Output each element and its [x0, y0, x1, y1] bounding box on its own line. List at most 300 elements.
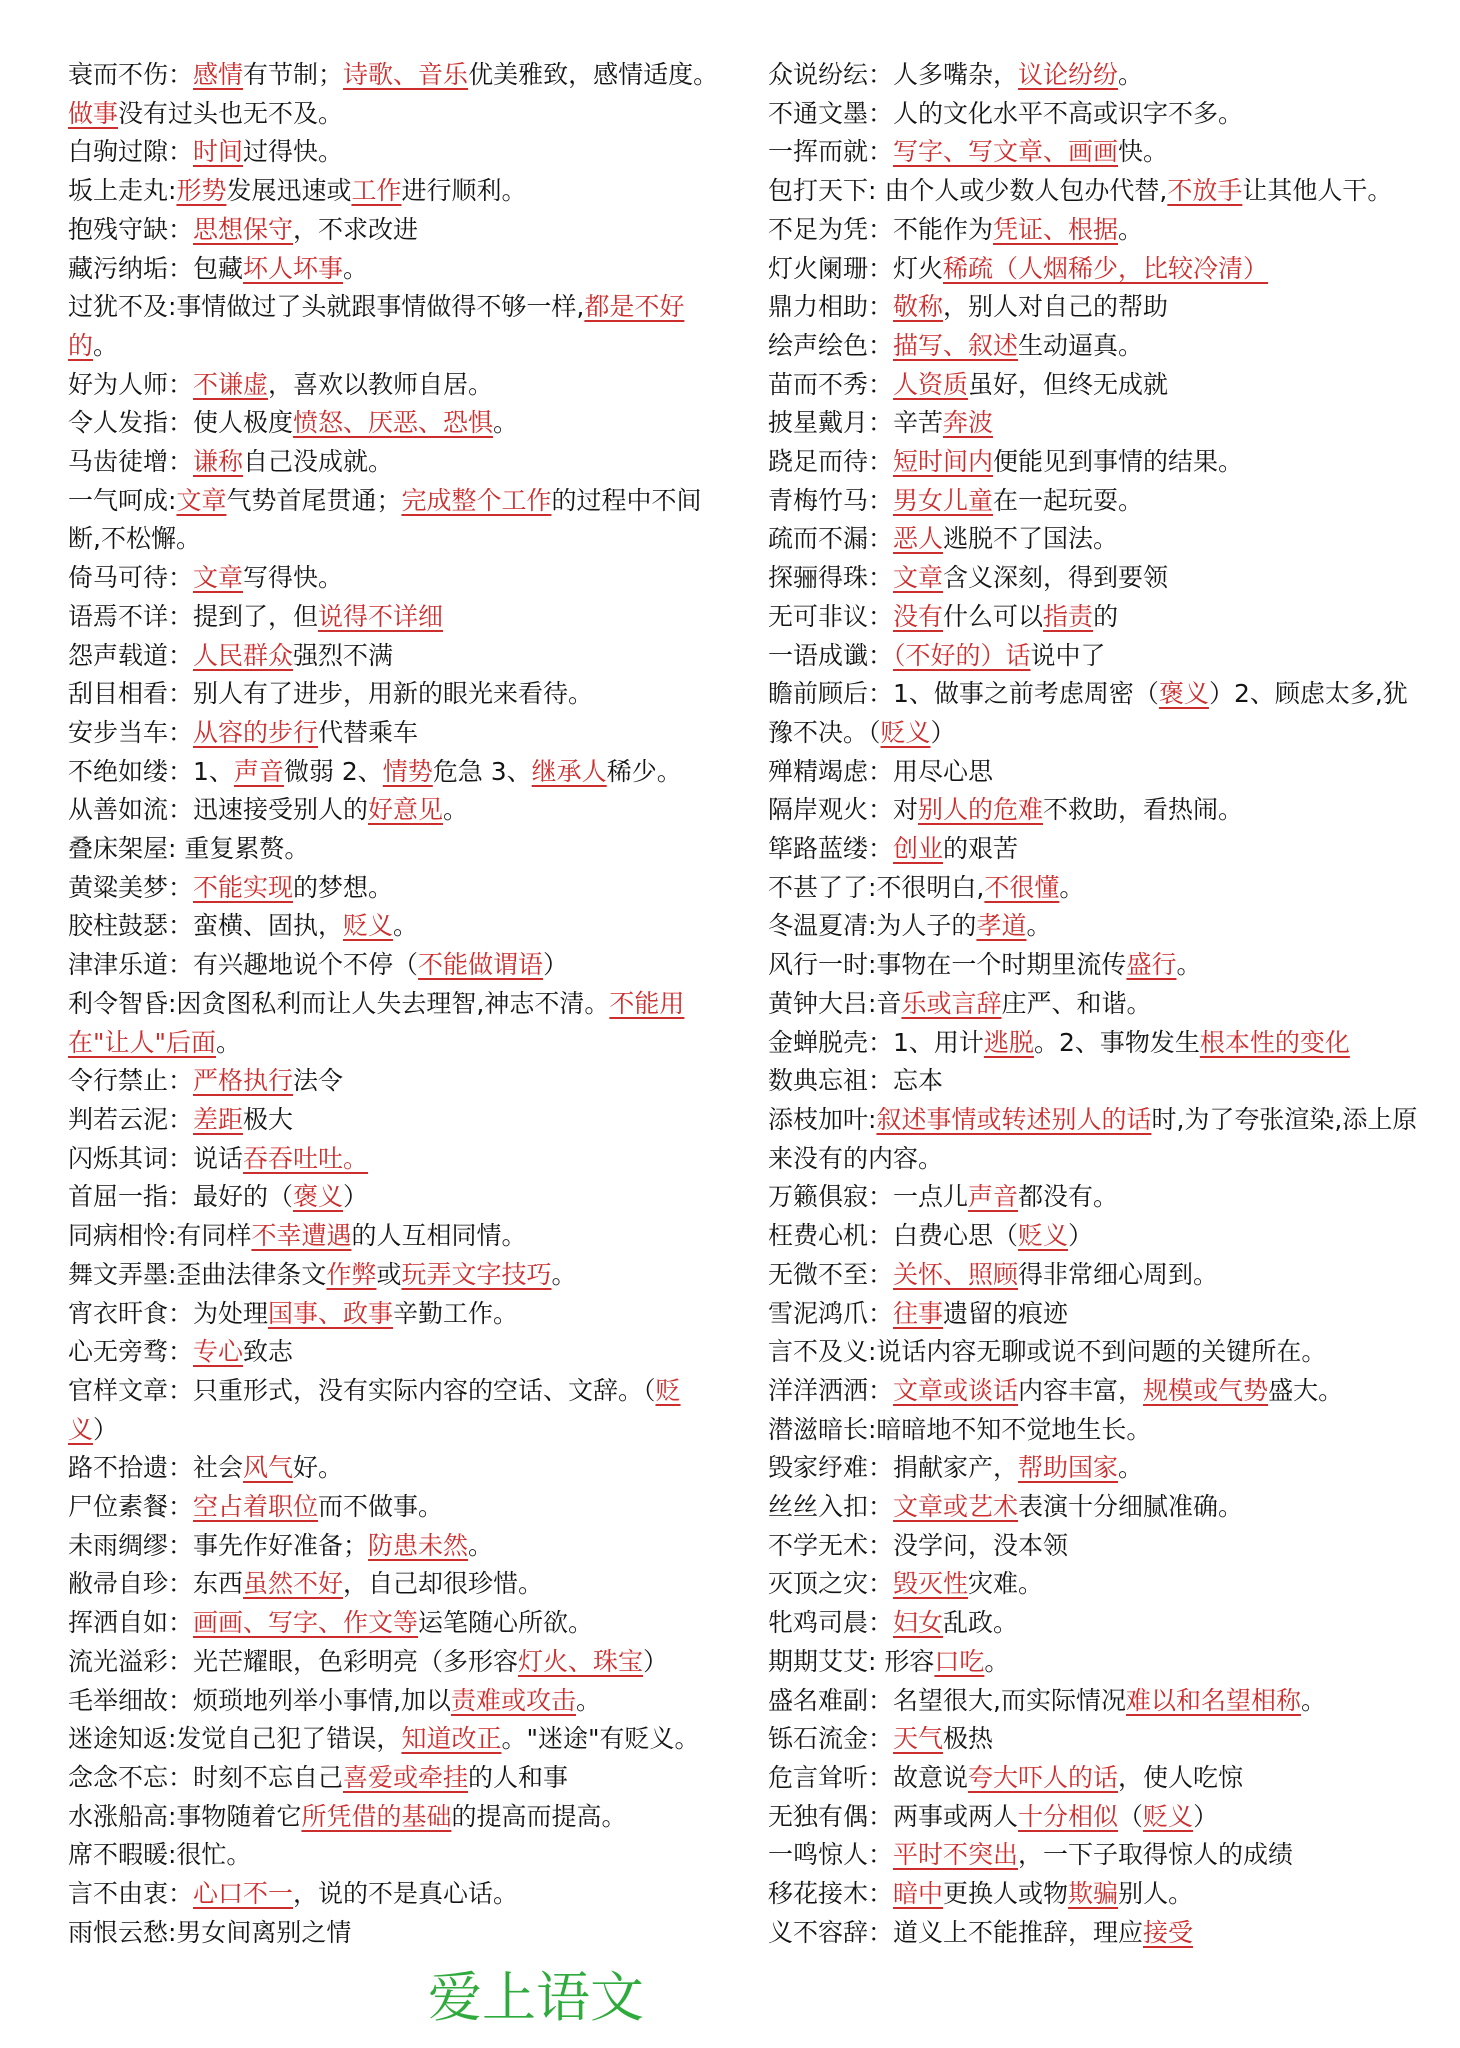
highlighted-meaning: 国事、政事 — [268, 1298, 394, 1328]
idiom-entry — [768, 288, 1418, 327]
entry-text: 一语成谶： — [768, 640, 894, 670]
entry-text: 极大 — [243, 1104, 294, 1134]
highlighted-meaning: 作弊 — [326, 1259, 377, 1289]
entry-text: 盛名难副：名望很大,而实际情况 — [768, 1685, 1126, 1715]
highlighted-meaning: 褒义 — [1158, 679, 1209, 709]
highlighted-meaning: 从容的步行 — [193, 717, 319, 747]
idiom-entry — [768, 598, 1418, 637]
entry-text: 迷途知返:发觉自己犯了错误， — [68, 1724, 402, 1754]
entry-text: 危急 3、 — [432, 756, 532, 786]
entry-text: 一挥而就： — [768, 137, 894, 167]
highlighted-meaning: 谦称 — [193, 447, 244, 477]
entry-text: ，说的不是真心话。 — [293, 1879, 519, 1909]
entry-text: 舞文弄墨:歪曲法律条文 — [68, 1259, 327, 1289]
entry-text: 。 — [393, 911, 419, 941]
entry-text: 丝丝入扣： — [768, 1492, 894, 1522]
idiom-entry — [68, 211, 724, 250]
idiom-entry — [768, 1295, 1418, 1334]
idiom-entry — [768, 1643, 1418, 1682]
entry-text: 盛大。 — [1268, 1375, 1344, 1405]
highlighted-meaning: 都是不好的 — [68, 292, 685, 360]
idiom-entry — [768, 1488, 1418, 1527]
entry-text: 牝鸡司晨： — [768, 1608, 894, 1638]
entry-text: 。 — [1059, 872, 1085, 902]
entry-text: 优美雅致，感情适度。 — [468, 60, 719, 89]
entry-text: 便能见到事情的结果。 — [993, 447, 1244, 477]
entry-text: ，一下子取得惊人的成绩 — [1018, 1840, 1294, 1870]
highlighted-meaning: 文章或谈话 — [893, 1375, 1019, 1405]
entry-text: 倚马可待： — [68, 563, 194, 593]
highlighted-meaning: 专心 — [193, 1337, 244, 1367]
highlighted-meaning: 不能实现 — [193, 872, 294, 902]
highlighted-meaning: 指责 — [1043, 601, 1094, 631]
entry-text: 生动逼真。 — [1018, 330, 1144, 360]
highlighted-meaning: 继承人 — [531, 756, 607, 786]
idiom-entry — [768, 946, 1418, 985]
idiom-entry — [768, 1449, 1418, 1488]
entry-text: 稀少。 — [606, 756, 682, 786]
entry-text: 移花接木： — [768, 1879, 894, 1909]
entry-text: 。 — [1118, 1453, 1144, 1483]
idiom-entry — [768, 869, 1418, 908]
entry-text: 的 — [1093, 601, 1119, 631]
entry-text: 快。 — [1118, 137, 1169, 167]
entry-text: 隔岸观火：对 — [768, 795, 919, 825]
idiom-entry — [68, 366, 724, 405]
entry-text: 一气呵成: — [68, 485, 177, 515]
entry-text: 疏而不漏： — [768, 524, 894, 554]
entry-text: 的过程中不间断,不松懈。 — [68, 485, 702, 554]
highlighted-meaning: 规模或气势 — [1143, 1375, 1269, 1405]
highlighted-meaning: 责难或攻击 — [450, 1685, 576, 1715]
idiom-entry — [768, 366, 1418, 405]
entry-text: 代替乘车 — [318, 717, 419, 747]
entry-text: ） — [1068, 1221, 1094, 1251]
entry-text: 青梅竹马： — [768, 485, 894, 515]
highlighted-meaning: 贬义 — [343, 911, 394, 941]
entry-text: 利令智昏:因贪图私利而让人失去理智,神志不清。 — [68, 988, 610, 1018]
highlighted-meaning: 恶人 — [893, 524, 944, 554]
entry-text: ，自己却很珍惜。 — [343, 1569, 544, 1599]
entry-text: 黄钟大吕:音 — [768, 988, 902, 1018]
idiom-entry — [68, 1488, 724, 1527]
entry-text: 无微不至： — [768, 1259, 894, 1289]
entry-text: 令人发指：使人极度 — [68, 408, 294, 438]
entry-text: 不甚了了:不很明白, — [768, 872, 985, 902]
entry-text: 。 — [551, 1259, 577, 1289]
highlighted-meaning: 严格执行 — [193, 1066, 294, 1096]
entry-text: ） — [93, 1414, 119, 1444]
highlighted-meaning: 文章 — [893, 563, 944, 593]
idiom-entry — [68, 946, 724, 985]
idiom-entry — [768, 791, 1418, 830]
entry-text: 枉费心机：白费心思（ — [768, 1221, 1019, 1251]
entry-text: 乱政。 — [943, 1608, 1019, 1638]
entry-text: 的人和事 — [468, 1762, 569, 1792]
highlighted-meaning: 往事 — [893, 1298, 944, 1328]
entry-text: 强烈不满 — [293, 640, 394, 670]
highlighted-meaning: 贬义 — [68, 1375, 681, 1444]
highlighted-meaning: （不好的）话 — [893, 640, 1031, 670]
highlighted-meaning: 逃脱 — [983, 1027, 1034, 1057]
idiom-entry — [68, 598, 724, 637]
highlighted-meaning: 不放手 — [1167, 176, 1243, 206]
entry-text: 言不由衷： — [68, 1879, 194, 1909]
idiom-entry — [768, 1217, 1418, 1256]
highlighted-meaning: 玩弄文字技巧 — [401, 1259, 552, 1289]
entry-text: ，不求改进 — [293, 214, 419, 244]
entry-text: 。 — [343, 253, 369, 283]
entry-text: 的梦想。 — [293, 872, 394, 902]
right-column — [768, 56, 1418, 1952]
idiom-entry — [768, 1759, 1418, 1798]
highlighted-meaning: 男女儿童 — [893, 485, 994, 515]
highlighted-meaning: 防患未然 — [368, 1530, 469, 1560]
idiom-entry — [768, 907, 1418, 946]
highlighted-meaning: 不很懂 — [984, 872, 1060, 902]
entry-text: 内容丰富， — [1018, 1375, 1144, 1405]
entry-text: 席不暇暖:很忙。 — [68, 1840, 252, 1870]
entry-text: 毛举细故：烦琐地列举小事情,加以 — [68, 1685, 451, 1715]
idiom-entry — [768, 675, 1418, 752]
idiom-entry — [68, 1565, 724, 1604]
highlighted-meaning: 敬称 — [893, 292, 944, 322]
idiom-entry — [68, 1798, 724, 1837]
idiom-entry — [768, 56, 1418, 95]
entry-text: 念念不忘：时刻不忘自己 — [68, 1762, 344, 1792]
entry-text: 官样文章：只重形式，没有实际内容的空话、文辞。（ — [68, 1375, 656, 1405]
entry-text: ，喜欢以教师自居。 — [268, 369, 494, 399]
highlighted-meaning: 根本性的变化 — [1199, 1027, 1350, 1057]
entry-text: 。 — [1300, 1685, 1326, 1715]
entry-text: 致志 — [243, 1337, 294, 1367]
entry-text: 不救助，看热闹。 — [1043, 795, 1244, 825]
entry-text: 水涨船高:事物随着它 — [68, 1801, 302, 1831]
idiom-entry — [68, 1333, 724, 1372]
highlighted-meaning: 贬义 — [1143, 1801, 1194, 1831]
idiom-entry — [768, 1875, 1418, 1914]
highlighted-meaning: 短时间内 — [893, 447, 994, 477]
entry-text: 闪烁其词：说话 — [68, 1143, 244, 1173]
highlighted-meaning: 不能做谓语 — [418, 950, 544, 980]
watermark-logo: 爱上语文 — [428, 1966, 644, 2029]
highlighted-meaning: 凭证、根据 — [993, 214, 1119, 244]
idiom-entry — [68, 1914, 724, 1953]
entry-text: 挥洒自如： — [68, 1608, 194, 1638]
idiom-entry — [68, 1682, 724, 1721]
idiom-entry — [68, 869, 724, 908]
highlighted-meaning: 贬义 — [1018, 1221, 1069, 1251]
idiom-entry — [68, 1604, 724, 1643]
entry-text: 都没有。 — [1018, 1182, 1119, 1212]
entry-text: ） — [1193, 1801, 1219, 1831]
entry-text: 。 — [1026, 911, 1052, 941]
highlighted-meaning: 写字、写文章、画画 — [893, 137, 1119, 167]
entry-text: 过犹不及:事情做过了头就跟事情做得不够一样, — [68, 292, 585, 322]
entry-text: 安步当车： — [68, 717, 194, 747]
entry-text: 。 — [468, 1530, 494, 1560]
idiom-entry — [68, 1527, 724, 1566]
highlighted-meaning: 风气 — [243, 1453, 294, 1483]
entry-text: 得非常细心周到。 — [1018, 1259, 1219, 1289]
highlighted-meaning: 乐或言辞 — [901, 988, 1002, 1018]
entry-text: 苗而不秀： — [768, 369, 894, 399]
entry-text: 从善如流：迅速接受别人的 — [68, 795, 369, 825]
entry-text: 坂上走丸: — [68, 176, 177, 206]
entry-text: （ — [1118, 1801, 1144, 1831]
entry-text: 的提高而提高。 — [451, 1801, 627, 1831]
highlighted-meaning: 人民群众 — [193, 640, 294, 670]
idiom-entry — [68, 714, 724, 753]
idiom-entry — [768, 559, 1418, 598]
idiom-entry — [68, 559, 724, 598]
idiom-entry — [68, 1836, 724, 1875]
left-column — [68, 56, 724, 1952]
idiom-entry — [768, 1798, 1418, 1837]
highlighted-meaning: 感情 — [193, 60, 244, 89]
highlighted-meaning: 平时不突出 — [893, 1840, 1019, 1870]
entry-text: 流光溢彩：光芒耀眼，色彩明亮（多形容 — [68, 1646, 519, 1676]
entry-text: 披星戴月：辛苦 — [768, 408, 944, 438]
idiom-entry — [68, 1372, 724, 1449]
highlighted-meaning: 时间 — [193, 137, 244, 167]
entry-text: 或 — [376, 1259, 402, 1289]
highlighted-meaning: 不幸遭遇 — [251, 1221, 352, 1251]
idiom-entry — [68, 1256, 724, 1295]
entry-text: 言不及义:说话内容无聊或说不到问题的关键所在。 — [768, 1337, 1327, 1367]
highlighted-meaning: 贬义 — [880, 717, 931, 747]
entry-text: 毁家纾难：捐献家产， — [768, 1453, 1019, 1483]
highlighted-meaning: 所凭借的基础 — [301, 1801, 452, 1831]
highlighted-meaning: 完成整个工作 — [401, 485, 552, 515]
entry-text: 。 — [216, 1027, 242, 1057]
entry-text: 庄严、和谐。 — [1001, 988, 1152, 1018]
highlighted-meaning: 口吃 — [934, 1646, 985, 1676]
highlighted-meaning: 不谦虚 — [193, 369, 269, 399]
entry-text: 尸位素餐： — [68, 1492, 194, 1522]
entry-text: 的人互相同情。 — [351, 1221, 527, 1251]
entry-text: 雪泥鸿爪： — [768, 1298, 894, 1328]
entry-text: 雨恨云愁:男女间离别之情 — [68, 1917, 352, 1947]
highlighted-meaning: 稀疏（人烟稀少，比较冷清） — [943, 253, 1269, 283]
idiom-entry — [768, 1024, 1418, 1063]
highlighted-meaning: 别人的危难 — [918, 795, 1044, 825]
entry-text: 白驹过隙： — [68, 137, 194, 167]
entry-text: 进行顺利。 — [401, 176, 527, 206]
highlighted-meaning: 妇女 — [893, 1608, 944, 1638]
entry-text: 铄石流金： — [768, 1724, 894, 1754]
entry-text: 宵衣旰食：为处理 — [68, 1298, 269, 1328]
entry-text: 时,为了夸张渲染,添上原来没有的内容。 — [768, 1104, 1418, 1173]
entry-text: 别人。 — [1118, 1879, 1194, 1909]
entry-text: 运笔随心所欲。 — [418, 1608, 594, 1638]
entry-text: 语焉不详：提到了，但 — [68, 601, 319, 631]
entry-text: 灾难。 — [968, 1569, 1044, 1599]
idiom-entry — [68, 1062, 724, 1101]
idiom-entry — [768, 1682, 1418, 1721]
entry-text: 的艰苦 — [943, 834, 1019, 864]
entry-text: 黄粱美梦： — [68, 872, 194, 902]
idiom-entry — [768, 250, 1418, 289]
idiom-entry — [768, 1914, 1418, 1953]
idiom-entry — [68, 1875, 724, 1914]
entry-text: 殚精竭虑：用尽心思 — [768, 756, 994, 786]
highlighted-meaning: 盛行 — [1126, 950, 1177, 980]
entry-text: 冬温夏凊:为人子的 — [768, 911, 977, 941]
idiom-entry — [68, 56, 724, 133]
entry-text: 法令 — [293, 1066, 344, 1096]
idiom-entry — [68, 791, 724, 830]
entry-text: 万籁俱寂：一点儿 — [768, 1182, 969, 1212]
entry-text: 不足为凭：不能作为 — [768, 214, 994, 244]
idiom-entry — [768, 172, 1418, 211]
highlighted-meaning: 思想保守 — [193, 214, 294, 244]
idiom-entry — [768, 482, 1418, 521]
entry-text: 。"迷途"有贬义。 — [501, 1724, 700, 1754]
entry-text: 判若云泥： — [68, 1104, 194, 1134]
idiom-entry — [768, 404, 1418, 443]
entry-text: 没有过头也无不及。 — [118, 98, 344, 128]
entry-text: 好。 — [293, 1453, 344, 1483]
entry-text: 首屈一指：最好的（ — [68, 1182, 294, 1212]
highlighted-meaning: 帮助国家 — [1018, 1453, 1119, 1483]
entry-text: 津津乐道：有兴趣地说个不停（ — [68, 950, 419, 980]
entry-text: 藏污纳垢：包藏 — [68, 253, 244, 283]
highlighted-meaning: 文章 — [193, 563, 244, 593]
idiom-entry — [68, 985, 724, 1062]
idiom-entry — [768, 753, 1418, 792]
highlighted-meaning: 叙述事情或转述别人的话 — [876, 1104, 1152, 1134]
entry-text: 说中了 — [1030, 640, 1106, 670]
highlighted-meaning: 工作 — [351, 176, 402, 206]
highlighted-meaning: 文章或艺术 — [893, 1492, 1019, 1522]
idiom-entry — [768, 637, 1418, 676]
entry-text: ） — [643, 1646, 669, 1676]
highlighted-meaning: 声音 — [233, 756, 284, 786]
highlighted-meaning: 接受 — [1143, 1917, 1194, 1947]
highlighted-meaning: 不能用在"让人"后面 — [68, 988, 685, 1057]
entry-text: 。 — [493, 408, 519, 438]
highlighted-meaning: 诗歌、音乐 — [343, 60, 469, 89]
highlighted-meaning: 吞吞吐吐。 — [243, 1143, 369, 1173]
idiom-entry — [768, 1411, 1418, 1450]
idiom-entry — [68, 753, 724, 792]
idiom-entry — [768, 443, 1418, 482]
entry-text: 刮目相看：别人有了进步，用新的眼光来看待。 — [68, 679, 594, 709]
entry-text: 探骊得珠： — [768, 563, 894, 593]
highlighted-meaning: 坏人坏事 — [243, 253, 344, 283]
entry-text: 。2、事物发生 — [1033, 1027, 1200, 1057]
entry-text: 衰而不伤： — [68, 60, 194, 89]
entry-text: ） — [543, 950, 569, 980]
idiom-entry — [68, 830, 724, 869]
entry-text: ）2、顾虑太多,犹豫不决。（ — [768, 679, 1408, 747]
idiom-entry — [768, 1372, 1418, 1411]
highlighted-meaning: 关怀、照顾 — [893, 1259, 1019, 1289]
entry-text: 。 — [93, 330, 119, 360]
idiom-entry — [768, 1720, 1418, 1759]
entry-text: 无可非议： — [768, 601, 894, 631]
highlighted-meaning: 画画、写字、作文等 — [193, 1608, 419, 1638]
highlighted-meaning: 描写、叙述 — [893, 330, 1019, 360]
idiom-entry — [68, 907, 724, 946]
entry-text: 不学无术：没学问，没本领 — [768, 1530, 1069, 1560]
highlighted-meaning: 暗中 — [893, 1879, 944, 1909]
highlighted-meaning: 文章 — [176, 485, 227, 515]
idiom-entry — [68, 288, 724, 365]
entry-text: 让其他人干。 — [1242, 176, 1393, 206]
idiom-entry — [768, 1604, 1418, 1643]
entry-text: 灯火阑珊：灯火 — [768, 253, 944, 283]
entry-text: 自己没成就。 — [243, 447, 394, 477]
entry-text: 。 — [443, 795, 469, 825]
entry-text: 遗留的痕迹 — [943, 1298, 1069, 1328]
idiom-entry — [768, 1836, 1418, 1875]
entry-text: 瞻前顾后：1、做事之前考虑周密（ — [768, 679, 1159, 709]
entry-text: 敝帚自珍：东西 — [68, 1569, 244, 1599]
entry-text: 更换人或物 — [943, 1879, 1069, 1909]
idiom-entry — [768, 1333, 1418, 1372]
highlighted-meaning: 孝道 — [976, 911, 1027, 941]
entry-text: 有节制； — [243, 60, 344, 89]
entry-text: 极热 — [943, 1724, 994, 1754]
highlighted-meaning: 喜爱或牵挂 — [343, 1762, 469, 1792]
entry-text: 发展迅速或 — [226, 176, 352, 206]
entry-text: 同病相怜:有同样 — [68, 1221, 252, 1251]
highlighted-meaning: 心口不一 — [193, 1879, 294, 1909]
entry-text: 叠床架屋: 重复累赘。 — [68, 834, 310, 864]
idiom-entry — [68, 250, 724, 289]
entry-text: 包打天下: 由个人或少数人包办代替, — [768, 176, 1168, 206]
entry-text: 众说纷纭：人多嘴杂， — [768, 60, 1019, 89]
idiom-entry — [768, 1256, 1418, 1295]
entry-text: 心无旁骛： — [68, 1337, 194, 1367]
highlighted-meaning: 人资质 — [893, 369, 969, 399]
idiom-entry — [768, 1101, 1418, 1178]
entry-text: 绘声绘色： — [768, 330, 894, 360]
entry-text: 期期艾艾: 形容 — [768, 1646, 935, 1676]
entry-text: 一鸣惊人： — [768, 1840, 894, 1870]
highlighted-meaning: 议论纷纷 — [1018, 60, 1119, 89]
idiom-entry — [68, 1643, 724, 1682]
entry-text: 无独有偶：两事或两人 — [768, 1801, 1019, 1831]
entry-text: 气势首尾贯通； — [226, 485, 402, 515]
idiom-entry — [768, 1527, 1418, 1566]
entry-text: 马齿徒增： — [68, 447, 194, 477]
entry-text: 。 — [1176, 950, 1202, 980]
highlighted-meaning: 灯火、珠宝 — [518, 1646, 644, 1676]
idiom-entry — [68, 675, 724, 714]
idiom-entry — [68, 1449, 724, 1488]
idiom-entry — [768, 985, 1418, 1024]
entry-text: ） — [930, 717, 956, 747]
idiom-entry — [768, 1565, 1418, 1604]
entry-text: 好为人师： — [68, 369, 194, 399]
idiom-entry — [68, 1140, 724, 1179]
entry-text: 跷足而待： — [768, 447, 894, 477]
highlighted-meaning: 声音 — [968, 1182, 1019, 1212]
entry-text: 危言耸听：故意说 — [768, 1762, 969, 1792]
highlighted-meaning: 情势 — [382, 756, 433, 786]
entry-text: 微弱 2、 — [283, 756, 383, 786]
entry-text: 添枝加叶: — [768, 1104, 877, 1134]
highlighted-meaning: 夸大吓人的话 — [968, 1762, 1119, 1792]
entry-text: 未雨绸缪：事先作好准备； — [68, 1530, 369, 1560]
highlighted-meaning: 做事 — [68, 98, 119, 128]
entry-text: 筚路蓝缕： — [768, 834, 894, 864]
entry-text: 怨声载道： — [68, 640, 194, 670]
idiom-entry — [68, 1101, 724, 1140]
